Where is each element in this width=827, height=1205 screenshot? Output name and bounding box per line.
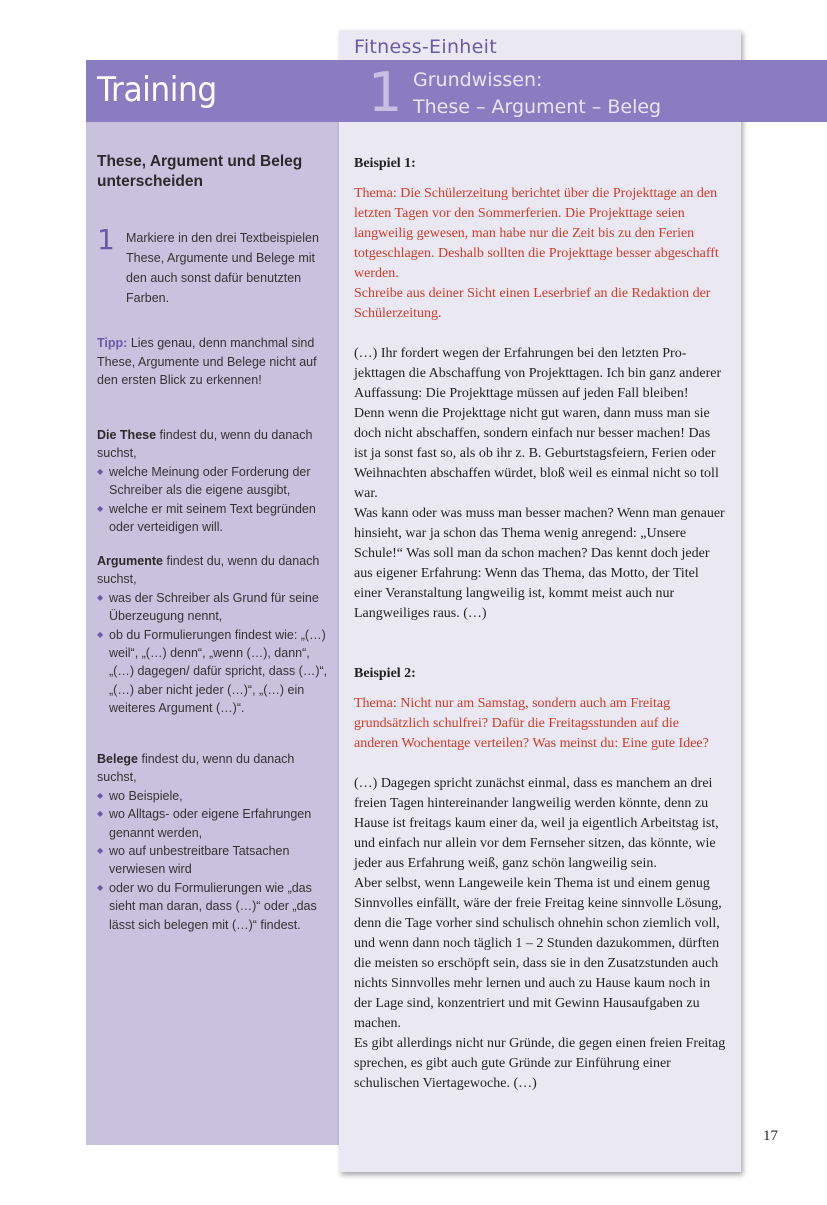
task-number: 1 — [97, 223, 115, 256]
these-lead: Die These — [97, 428, 157, 442]
argumente-intro: findest du, wenn du danach suchst, — [97, 554, 320, 587]
unit-number: 1 — [368, 61, 403, 124]
left-heading: These, Argument und Beleg unterscheiden — [97, 153, 303, 190]
section-title: Training — [97, 70, 217, 110]
example-1-prompt: Thema: Die Schülerzeitung berichtet über die Projekttage an den letzten Tagen vor den Sommerferien. Die Projekttage seien langweilig gewesen, man habe nur die Zeit bis zu den Ferien totgeschlagen. Deshalb sollten die Projekttage besser abgeschafft werden. — [354, 186, 719, 281]
list-item: ◆ wo Alltags- oder eigene Erfahrungen genannt werden, — [97, 805, 332, 842]
example-2-paragraph: Aber selbst, wenn Langeweile kein Thema ist und einem genug Sinnvolles einfällt, wäre der freie Freitag keine sinnvolle Lösung, denn die Tage vorher sind schulisch ohnehin schon ziemlich voll, und wenn dann noch täglich 1 – 2 Stunden dazukommen, dürften die meisten so erschöpft sein, dass sie in den Zusatzstunden auch nichts Sinnvolles mehr lernen und auch zu Hause kaum noch in der Lage sind, konzentriert und mit Gewinn Hausaufgaben zu machen. — [354, 876, 722, 1031]
belege-intro: findest du, wenn du danach suchst, — [97, 752, 295, 785]
fitness-unit-label: Fitness-Einheit — [354, 36, 497, 58]
example-1-instruction: Schreibe aus deiner Sicht einen Leserbrief an die Redaktion der Schülerzeitung. — [354, 286, 711, 321]
unit-title-line2: These – Argument – Beleg — [413, 96, 662, 118]
example-1 — [354, 154, 726, 624]
list-item: ◆ ob du Formulierungen findest wie: „(…) weil“, „(…) denn“, „wenn (…), dann“, „(…) dagegen/ dafür spricht, dass (…)“, „(…) aber nicht jeder (…)“, „(…) ein weiteres Argument (…)“. — [97, 626, 332, 718]
example-1-paragraph: (…) Ihr fordert wegen der Erfahrungen bei den letzten Projekttagen die Abschaffung von Projekttagen. Ich bin ganz anderer Auffassung: Die Projekttage müssen auf jeden Fall bleiben! — [354, 346, 722, 401]
example-1-paragraph: Denn wenn die Projekttage nicht gut waren, dann muss man sie doch nicht abschaffen, sondern einfach nur besser machen! Das ist ja sonst fast so, als ob ihr z. B. Geburtstagsfeiern, Ferien oder Weihnachten abschaffen würdet, bloß weil es einmal nicht so toll war. — [354, 406, 719, 501]
example-2-paragraph: (…) Dagegen spricht zunächst einmal, dass es manchem an drei freien Tagen hintereinander langweilig werden könnte, denn zu Hause ist freitags kaum einer da, weil ja eigentlich Arbeitstag ist, und einfach nur allein vor dem Fernseher sitzen, das könnte, wie jeder aus Erfahrung weiß, ganz schön langweilig sein. — [354, 776, 719, 871]
page-number: 17 — [763, 1128, 778, 1144]
example-2 — [354, 664, 726, 1094]
argumente-section — [97, 552, 332, 718]
list-item: ◆ oder wo du Formulierungen wie „das sieht man daran, dass (…)“ oder „das lässt sich belegen mit (…)“ findest. — [97, 879, 332, 934]
example-1-paragraph: Was kann oder was muss man besser machen? Wenn man genauer hinsieht, war ja schon das Thema wenig anregend: „Unsere Schule!“ Was soll man da schon machen? Das kennt doch jeder aus eigener Erfahrung: Wenn das Thema, das Motto, der Titel einer Veranstaltung langweilig ist, kommt meist auch nur Langweiliges raus. (…) — [354, 506, 725, 621]
these-section — [97, 426, 332, 536]
example-2-paragraph: Es gibt allerdings nicht nur Gründe, die gegen einen freien Freitag sprechen, es gibt auch gute Gründe zur Einführung einer schulischen Viertagewoche. (…) — [354, 1036, 726, 1091]
tip-label: Tipp: — [97, 336, 128, 350]
list-item: ◆ welche er mit seinem Text begründen oder verteidigen will. — [97, 500, 332, 537]
list-item: ◆ was der Schreiber als Grund für seine Überzeugung nennt, — [97, 589, 332, 626]
unit-title — [413, 67, 661, 121]
belege-section — [97, 750, 332, 934]
example-2-prompt: Thema: Nicht nur am Samstag, sondern auch am Freitag grundsätzlich schulfrei? Dafür die Freitagsstunden auf die anderen Wochentage verteilen? Was meinst du: Eine gute Idee? — [354, 696, 709, 751]
unit-title-line1: Grundwissen: — [413, 69, 543, 91]
tip-box — [97, 334, 332, 390]
argumente-lead: Argumente — [97, 554, 163, 568]
example-1-title: Beispiel 1: — [354, 156, 416, 171]
list-item: ◆ wo auf unbestreitbare Tatsachen verwiesen wird — [97, 842, 332, 879]
these-intro: findest du, wenn du danach suchst, — [97, 428, 313, 461]
example-2-title: Beispiel 2: — [354, 666, 416, 681]
belege-lead: Belege — [97, 752, 138, 766]
list-item: ◆ welche Meinung oder Forderung der Schreiber als die eigene ausgibt, — [97, 463, 332, 500]
tip-text: Lies genau, denn manchmal sind These, Argumente und Belege nicht auf den ersten Blick zu erkennen! — [97, 336, 317, 387]
list-item: ◆ wo Beispiele, — [97, 787, 332, 805]
task-instruction: Markiere in den drei Textbeispielen These, Argumente und Belege mit den auch sonst dafür benutzten Farben. — [126, 231, 319, 305]
